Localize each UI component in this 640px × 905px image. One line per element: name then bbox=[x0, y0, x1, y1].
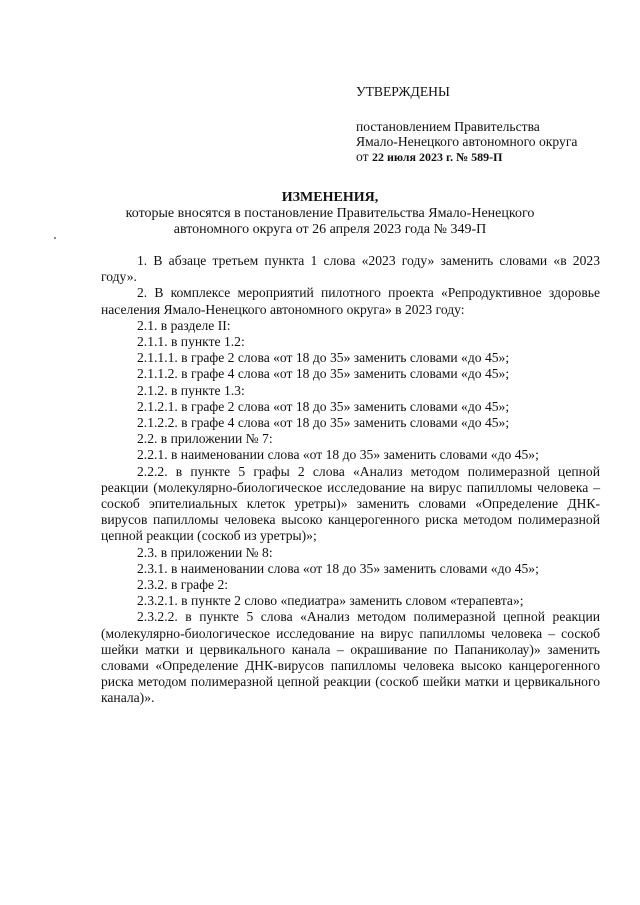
title-subtitle: которые вносятся в постановление Правительства Ямало-Ненецкого автономного округа от 26 апреля 2023 года № 349-П bbox=[125, 206, 535, 237]
paragraph: 2.3.1. в наименовании слова «от 18 до 35» заменить словами «до 45»; bbox=[137, 560, 539, 576]
approval-date-prefix: от bbox=[356, 149, 369, 164]
document-title bbox=[90, 190, 570, 238]
paragraph: 2.3.2.1. в пункте 2 слово «педиатра» заменить словом «терапевта»; bbox=[137, 593, 524, 609]
approval-line-2: Ямало-Ненецкого автономного округа bbox=[356, 134, 578, 149]
approval-block bbox=[356, 84, 616, 165]
paragraph: 2.1. в разделе II: bbox=[137, 317, 231, 333]
paragraph: 2.3.2.2. в пункте 5 слова «Анализ методом полимеразной цепной реакции (молекулярно-биологическое исследование на вирус папилломы человека – соскоб шейки матки и цервикального канала – окрашивание по Папаниколау)» заменить словами «Определение ДНК-вирусов папилломы человека высоко канцерогенного риска методом полимеразной цепной реакции (соскоб шейки матки и цервикального канала)». bbox=[101, 609, 600, 706]
paragraph: 2. В комплексе мероприятий пилотного проекта «Репродуктивное здоровье населения Ямало-Ненецкого автономного округа» в 2023 году: bbox=[101, 285, 600, 317]
paragraph: 1. В абзаце третьем пункта 1 слова «2023 году» заменить словами «в 2023 году». bbox=[101, 253, 600, 285]
approval-date-line bbox=[356, 149, 616, 165]
document-body bbox=[101, 253, 600, 707]
paragraph: 2.1.2.2. в графе 4 слова «от 18 до 35» заменить словами «до 45»; bbox=[137, 415, 510, 431]
paragraph: 2.2.2. в пункте 5 графы 2 слова «Анализ методом полимеразной цепной реакции (молекулярно-биологическое исследование на вирус папилломы человека – соскоб эпителиальных клеток уретры)» заменить словами «Определение ДНК-вирусов папилломы человека высоко канцерогенного риска методом полимеразной цепной реакции (соскоб из уретры)»; bbox=[101, 463, 600, 544]
title-main: ИЗМЕНЕНИЯ, bbox=[281, 190, 379, 205]
paragraph: 2.3. в приложении № 8: bbox=[137, 544, 273, 560]
paragraph: 2.2.1. в наименовании слова «от 18 до 35» заменить словами «до 45»; bbox=[137, 447, 539, 463]
paragraph: 2.1.2.1. в графе 2 слова «от 18 до 35» заменить словами «до 45»; bbox=[137, 398, 510, 414]
paragraph: 2.1.2. в пункте 1.3: bbox=[137, 382, 245, 398]
paragraph: 2.1.1.2. в графе 4 слова «от 18 до 35» заменить словами «до 45»; bbox=[137, 366, 510, 382]
approval-line-1: постановлением Правительства bbox=[356, 119, 540, 134]
paragraph: 2.1.1.1. в графе 2 слова «от 18 до 35» заменить словами «до 45»; bbox=[137, 350, 510, 366]
paragraph: 2.2. в приложении № 7: bbox=[137, 431, 273, 447]
approval-date-number: 22 июля 2023 г. № 589-П bbox=[371, 150, 503, 164]
paragraph: 2.3.2. в графе 2: bbox=[137, 577, 229, 593]
paragraph: 2.1.1. в пункте 1.2: bbox=[137, 334, 245, 350]
scan-dot bbox=[54, 237, 56, 239]
approval-heading: УТВЕРЖДЕНЫ bbox=[356, 84, 450, 99]
